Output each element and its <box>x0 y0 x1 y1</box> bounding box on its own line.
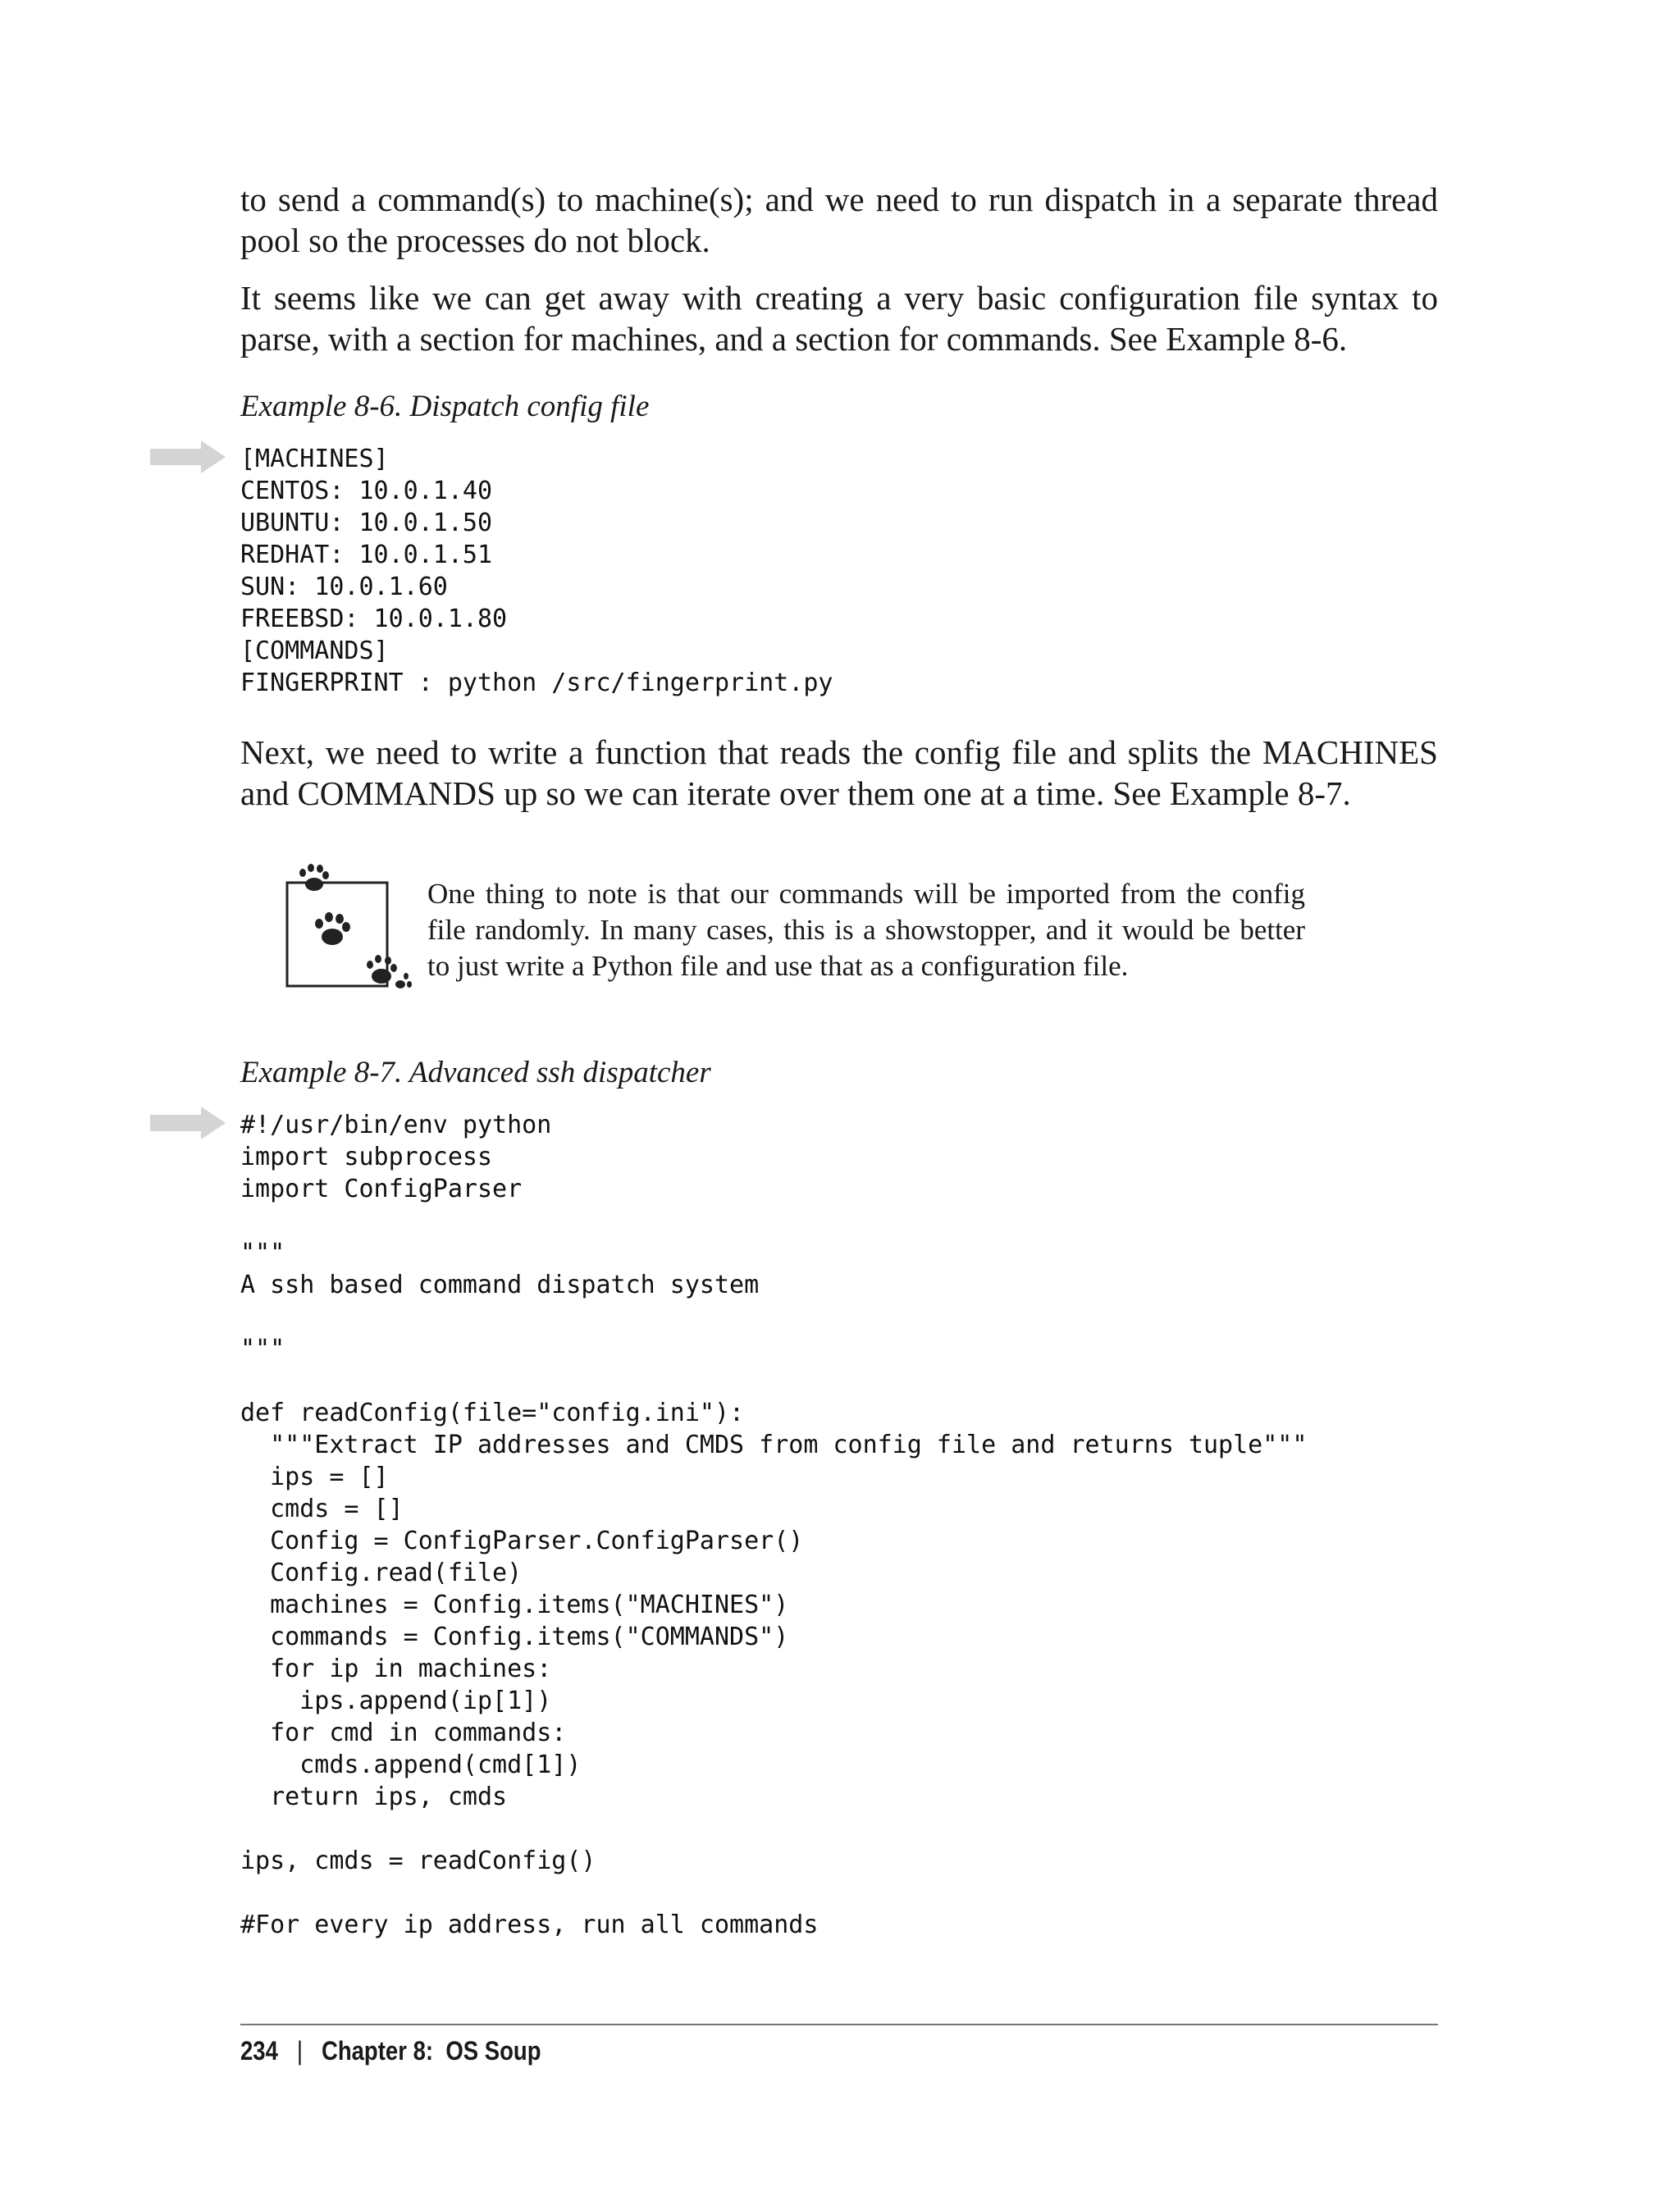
body-paragraph-1: to send a command(s) to machine(s); and we need to run dispatch in a separate thread pool so the processes do not block. <box>240 180 1438 259</box>
page-number: 234 <box>240 2036 278 2066</box>
tip-note-text: One thing to note is that our commands will be imported from the config file randomly. In many cases, this is a showstopper, and it would be better to just write a Python file and use that as a configuration file. <box>427 878 1305 982</box>
code-marker-arrow-icon <box>150 441 226 473</box>
footer-divider <box>240 2024 1438 2025</box>
example-8-6-caption: Example 8-6. Dispatch config file <box>240 390 650 423</box>
body-paragraph-2: It seems like we can get away with creating a very basic configuration file syntax to parse, with a section for machines, and a section for commands. See Example 8-6. <box>240 279 1438 358</box>
body-paragraph-3: Next, we need to write a function that reads the config file and splits the MACHINES and COMMANDS up so we can iterate over them one at a time. See Example 8-7. <box>240 733 1438 812</box>
footer-separator: | <box>296 2036 304 2066</box>
example-8-7-caption: Example 8-7. Advanced ssh dispatcher <box>240 1056 711 1089</box>
paw-prints-icon <box>283 853 414 997</box>
example-8-7-code: #!/usr/bin/env python import subprocess import ConfigParser """ A ssh based command dispatch system """ def readConfig(file="config.ini"): """Extract IP addresses and CMDS from config file and returns tuple""" ips = [] cmds = [] Config = ConfigParser.ConfigParser() Config.read(file) machines = Config.items("MACHINES") commands = Config.items("COMMANDS") for ip in machines: ips.append(ip[1]) for cmd in commands: cmds.append(cmd[1]) return ips, cmds ips, cmds = readConfig() #For every ip address, run all commands <box>240 1111 1308 1939</box>
example-8-6-code: [MACHINES] CENTOS: 10.0.1.40 UBUNTU: 10.0.1.50 REDHAT: 10.0.1.51 SUN: 10.0.1.60 FREEBSD: 10.0.1.80 [COMMANDS] FINGERPRINT : python /src/fingerprint.py <box>240 445 833 697</box>
page-footer <box>240 2034 541 2067</box>
code-marker-arrow-icon <box>150 1107 226 1139</box>
chapter-title: Chapter 8: OS Soup <box>321 2036 541 2066</box>
